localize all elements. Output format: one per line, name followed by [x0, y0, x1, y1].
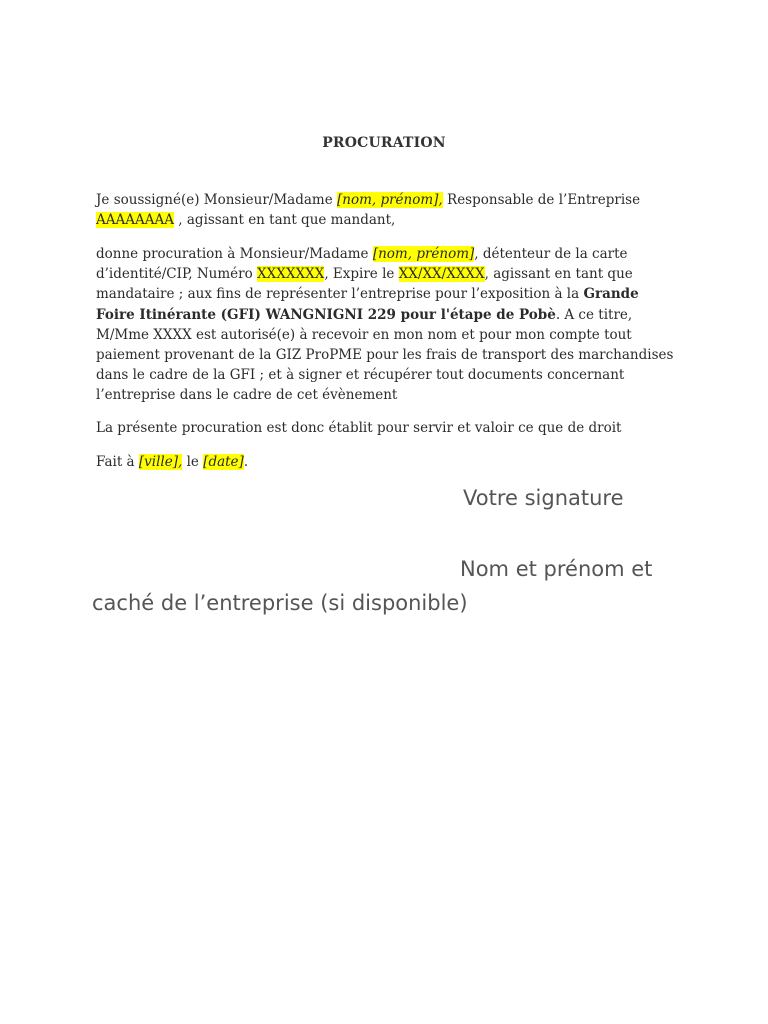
text: , agissant en tant que mandant,: [174, 212, 396, 229]
paragraph-mandataire: [96, 244, 676, 406]
text: , agissant en tant que mandataire ; aux fins de représenter l’entreprise pour l’exposition à la: [96, 266, 633, 303]
text: .: [243, 454, 249, 470]
event-name: Grande Foire Itinérante (GFI) WANGNIGNI 229 pour l'étape de Pobè: [96, 286, 639, 323]
text: Fait à: [96, 454, 139, 470]
text: le: [182, 454, 204, 470]
placeholder-mandant-name: [nom, prénom],: [336, 192, 443, 208]
document-title: PROCURATION: [322, 135, 446, 151]
text: Je soussigné(e) Monsieur/Madame: [96, 192, 337, 208]
text: Responsable de l’Entreprise: [442, 192, 641, 208]
paragraph-mandant: [96, 190, 676, 230]
placeholder-id-number: XXXXXXX: [257, 266, 325, 283]
placeholder-expiry-date: XX/XX/XXXX: [398, 266, 485, 283]
signature-label: Votre signature: [463, 486, 624, 510]
text: donne procuration à Monsieur/Madame: [96, 246, 373, 262]
text: , détenteur de la carte d’identité/CIP, Numéro: [96, 246, 628, 283]
text: . A ce titre, M/Mme XXXX est autorisé(e) à recevoir en mon nom et pour mon compte tout paiement provenant de la GIZ ProPME pour les frais de transport des marchandises dans le cadre de la GFI ; et à signer et récupérer tout documents concernant l’entreprise dans le cadre de cet évènement: [96, 306, 674, 404]
paragraph-closing: La présente procuration est donc établit pour servir et valoir ce que de droit: [96, 420, 622, 436]
placeholder-company: AAAAAAAA: [96, 212, 174, 229]
paragraph-place-date: [96, 452, 676, 472]
placeholder-mandataire-name: [nom, prénom]: [372, 246, 475, 262]
placeholder-city: [ville],: [138, 454, 183, 470]
text: , Expire le: [324, 266, 399, 283]
placeholder-date: [date]: [203, 454, 244, 470]
name-stamp-label-line2: caché de l’entreprise (si disponible): [92, 591, 468, 615]
name-stamp-label-line1: Nom et prénom et: [460, 557, 653, 581]
